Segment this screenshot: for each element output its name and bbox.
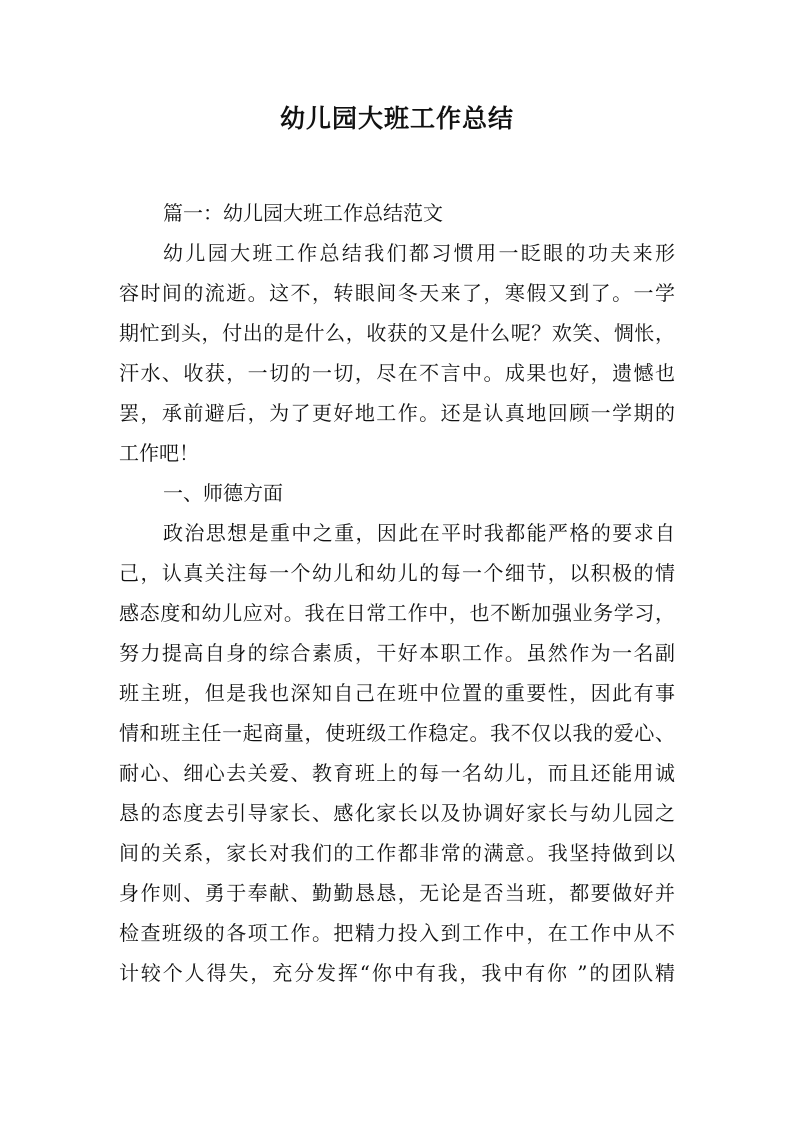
section-heading-ethics: 一、师德方面 <box>163 481 283 505</box>
paragraph-line: 情和班主任一起商量，使班级工作稳定。我不仅以我的爱心、 <box>119 721 675 745</box>
paragraph-line: 恳的态度去引导家长、感化家长以及协调好家长与幼儿园之 <box>119 801 675 825</box>
paragraph-line: 身作则、勇于奉献、勤勤恳恳，无论是否当班，都要做好并 <box>119 881 675 905</box>
paragraph-line: 间的关系，家长对我们的工作都非常的满意。我坚持做到以 <box>119 841 675 865</box>
section-heading-part-one: 篇一：幼儿园大班工作总结范文 <box>163 201 443 225</box>
paragraph-line: 期忙到头，付出的是什么，收获的又是什么呢？欢笑、惆怅， <box>119 321 675 345</box>
paragraph-line: 罢，承前避后，为了更好地工作。还是认真地回顾一学期的 <box>119 401 675 425</box>
paragraph-line: 汗水、收获，一切的一切，尽在不言中。成果也好，遗憾也 <box>119 361 675 385</box>
document-title: 幼儿园大班工作总结 <box>279 104 514 133</box>
paragraph-line: 幼儿园大班工作总结我们都习惯用一眨眼的功夫来形 <box>163 241 675 265</box>
paragraph-line: 容时间的流逝。这不，转眼间冬天来了，寒假又到了。一学 <box>119 281 675 305</box>
paragraph-line: 检查班级的各项工作。把精力投入到工作中，在工作中从不 <box>119 921 675 945</box>
paragraph-line: 工作吧！ <box>119 441 199 465</box>
paragraph-line: 己，认真关注每一个幼儿和幼儿的每一个细节，以积极的情 <box>119 561 675 585</box>
paragraph-line: 班主班，但是我也深知自己在班中位置的重要性，因此有事 <box>119 681 675 705</box>
document-body <box>119 193 675 993</box>
paragraph-line: 耐心、细心去关爱、教育班上的每一名幼儿，而且还能用诚 <box>119 761 675 785</box>
paragraph-line: 政治思想是重中之重，因此在平时我都能严格的要求自 <box>163 521 675 545</box>
paragraph-line: 计较个人得失，充分发挥“你中有我，我中有你 ”的团队精 <box>119 961 675 985</box>
paragraph-line: 努力提高自身的综合素质，干好本职工作。虽然作为一名副 <box>119 641 675 665</box>
paragraph-line: 感态度和幼儿应对。我在日常工作中，也不断加强业务学习， <box>119 601 675 625</box>
